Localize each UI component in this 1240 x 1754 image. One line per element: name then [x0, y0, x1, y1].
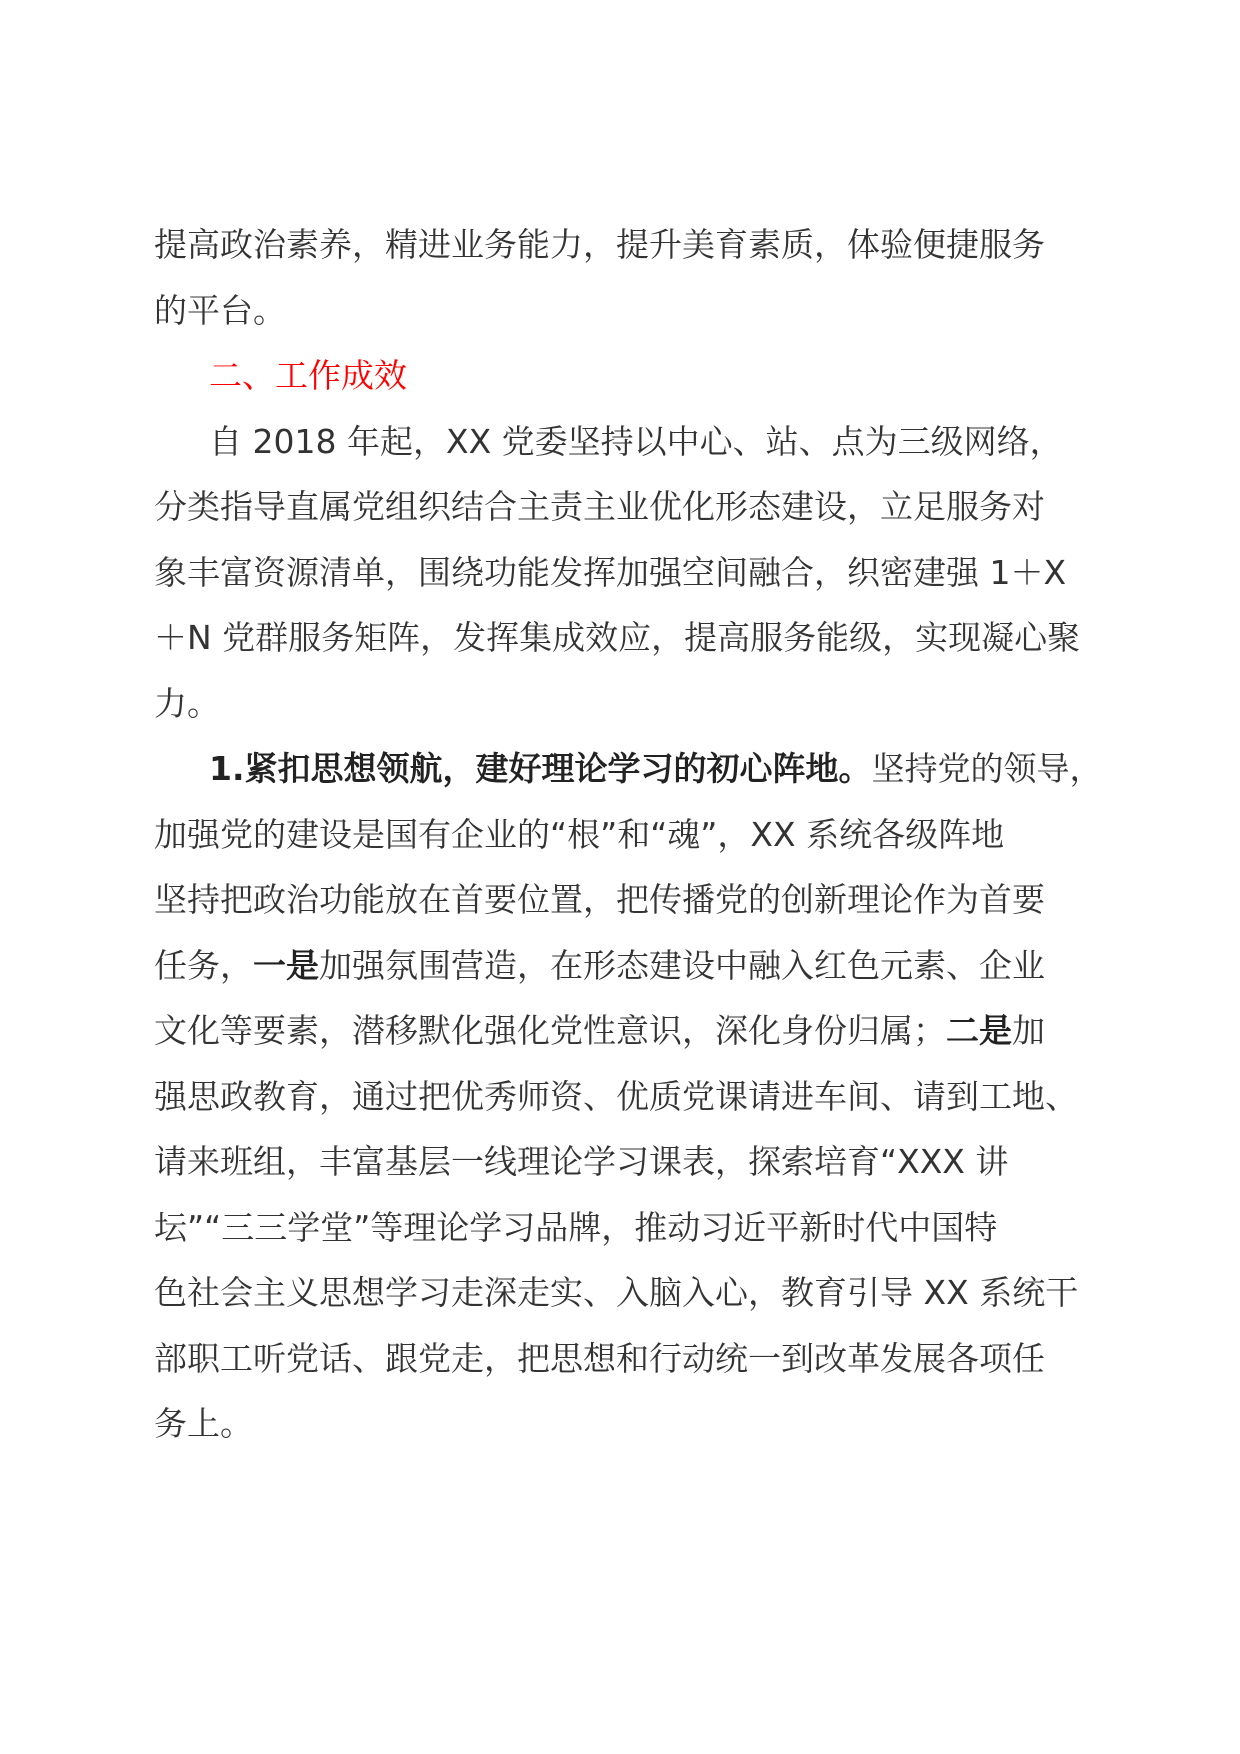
text-span: 加强氛围营造，在形态建设中融入红色元素、企业 — [319, 945, 1045, 985]
paragraph-1 — [154, 212, 1104, 343]
text-line: 务上。 — [154, 1404, 253, 1443]
text-line — [154, 736, 1104, 802]
text-line: 分类指导直属党组织结合主责主业优化形态建设，立足服务对 — [154, 487, 1045, 526]
paragraph-3 — [154, 736, 1104, 1457]
document-body — [154, 212, 1104, 1457]
section-heading: 二、工作成效 — [209, 356, 407, 395]
text-line: 色社会主义思想学习走深走实、入脑入心，教育引导 XX 系统干 — [154, 1273, 1079, 1312]
text-span: 任务， — [154, 945, 253, 985]
text-span: 坚持党的领导， — [871, 749, 1103, 788]
text-span: 文化等要素，潜移默化强化党性意识，深化身份归属； — [154, 1011, 946, 1050]
text-span: 加 — [1012, 1011, 1045, 1050]
text-line: 象丰富资源清单，围绕功能发挥加强空间融合，织密建强 1＋X — [154, 552, 1067, 592]
text-line: 坛”“三三学堂”等理论学习品牌，推动习近平新时代中国特 — [154, 1207, 998, 1247]
text-line: 自 2018 年起，XX 党委坚持以中心、站、点为三级网络， — [209, 421, 1063, 461]
paragraph-2 — [154, 409, 1104, 737]
text-line: 提高政治素养，精进业务能力，提升美育素质，体验便捷服务 — [154, 225, 1045, 264]
bold-marker: 二是 — [946, 1011, 1012, 1050]
subsection-title: 1.紧扣思想领航，建好理论学习的初心阵地。 — [209, 749, 872, 788]
text-line: 力。 — [154, 683, 220, 723]
bold-marker: 一是 — [253, 945, 319, 985]
text-line — [154, 933, 1104, 999]
text-line — [154, 998, 1104, 1064]
text-line: 坚持把政治功能放在首要位置，把传播党的创新理论作为首要 — [154, 880, 1045, 919]
text-line: 加强党的建设是国有企业的“根”和“魂”，XX 系统各级阵地 — [154, 814, 1005, 854]
text-line: 部职工听党话、跟党走，把思想和行动统一到改革发展各项任 — [154, 1338, 1045, 1378]
text-line: 的平台。 — [154, 290, 286, 330]
text-line: ＋N 党群服务矩阵，发挥集成效应，提高服务能级，实现凝心聚 — [154, 618, 1081, 657]
text-line: 强思政教育，通过把优秀师资、优质党课请进车间、请到工地、 — [154, 1076, 1078, 1116]
text-line: 请来班组，丰富基层一线理论学习课表，探索培育“XXX 讲 — [154, 1142, 1009, 1181]
